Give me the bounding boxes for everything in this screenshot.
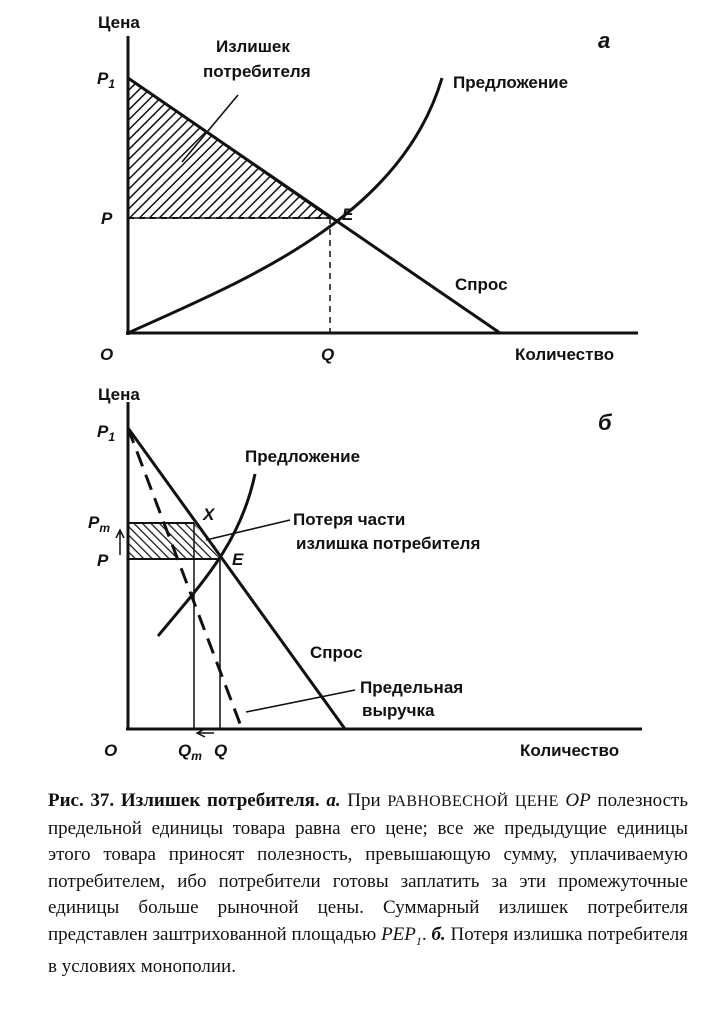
surplus-label-line1: Излишек	[216, 37, 290, 56]
loss-label-line2: излишка потребителя	[296, 534, 481, 553]
caption-pep: $PEP_1$	[381, 923, 422, 948]
p-label-b: P	[97, 551, 109, 570]
caption-letter-b: б.	[431, 923, 446, 945]
e-label-a: E	[342, 205, 354, 224]
loss-pointer	[206, 520, 290, 540]
lost-surplus-area	[128, 523, 194, 559]
axis-y-label-b: Цена	[98, 385, 140, 404]
axis-x-label-b: Количество	[520, 741, 620, 760]
caption-fig-title: Рис. 37. Излишек потребителя.	[48, 790, 320, 811]
pm-arrow	[116, 530, 124, 555]
caption-text-1: При	[347, 790, 381, 811]
origin-label-b: O	[104, 741, 118, 760]
demand-label-b: Спрос	[310, 643, 363, 662]
diagram-b	[88, 385, 642, 763]
panel-letter-a: а	[598, 28, 611, 53]
panel-letter-b: б	[598, 410, 612, 435]
p1-label-b: $P_1$	[97, 422, 116, 444]
figure-caption: Рис. 37. Излишек потребителя. а. При РАВНОВЕСНОЙ ЦЕНЕ OP полезность предельной единицы товара равна его цене; все же предыдущие единицы этого товара приносят полезность, превышающую сумму, уплачиваемую потребителем, ибо потребители готовы заплатить за эти промежуточные единицы больше рыночной цены. Суммарный излишек потребителя представлен заштрихованной площадью $PEP_1$. б. Потеря излишка потребителя в условиях монополии.	[48, 790, 689, 977]
p1-label-a: $P_1$	[97, 69, 116, 91]
e-label-b: E	[232, 550, 244, 569]
demand-label-a: Спрос	[455, 275, 508, 294]
mr-label-line1: Предельная	[360, 678, 464, 697]
supply-label-b: Предложение	[245, 447, 361, 466]
caption-text-2: полезность предельной единицы товара равна его цене; все же предыдущие единицы этого товара приносят полезность, превышающую сумму, уплачиваемую потребителем, ибо потребители готовы заплатить за эти промежуточные единицы больше рыночной цены. Суммарный излишек потребителя представлен заштрихованной площадью	[48, 790, 689, 945]
axis-x-label-a: Количество	[515, 345, 615, 364]
q-label-a: Q	[321, 345, 335, 364]
caption-letter-a: а.	[326, 790, 341, 811]
loss-label-line1: Потеря части	[293, 510, 406, 529]
axis-y-label-a: Цена	[98, 13, 140, 32]
marginal-revenue-curve	[128, 428, 242, 729]
x-point-label: X	[203, 505, 215, 524]
p-label-a: P	[101, 209, 113, 228]
origin-label-a: O	[100, 345, 114, 364]
mr-pointer	[246, 690, 355, 712]
mr-label-line2: выручка	[362, 701, 435, 720]
caption-caps: РАВНОВЕСНОЙ ЦЕНЕ	[387, 793, 559, 810]
caption-op: OP	[565, 790, 591, 811]
q-label-b: Q	[214, 741, 228, 760]
demand-curve-b	[128, 428, 345, 729]
pm-label: $P_m$	[88, 513, 111, 535]
supply-label-a: Предложение	[453, 73, 569, 92]
lost-surplus-triangle	[194, 523, 220, 559]
caption-text-3: Потеря излишка потребителя в условиях монополии.	[48, 923, 689, 977]
surplus-label-line2: потребителя	[203, 62, 311, 81]
diagram-a	[97, 13, 638, 364]
qm-label: $Q_m$	[178, 741, 202, 763]
